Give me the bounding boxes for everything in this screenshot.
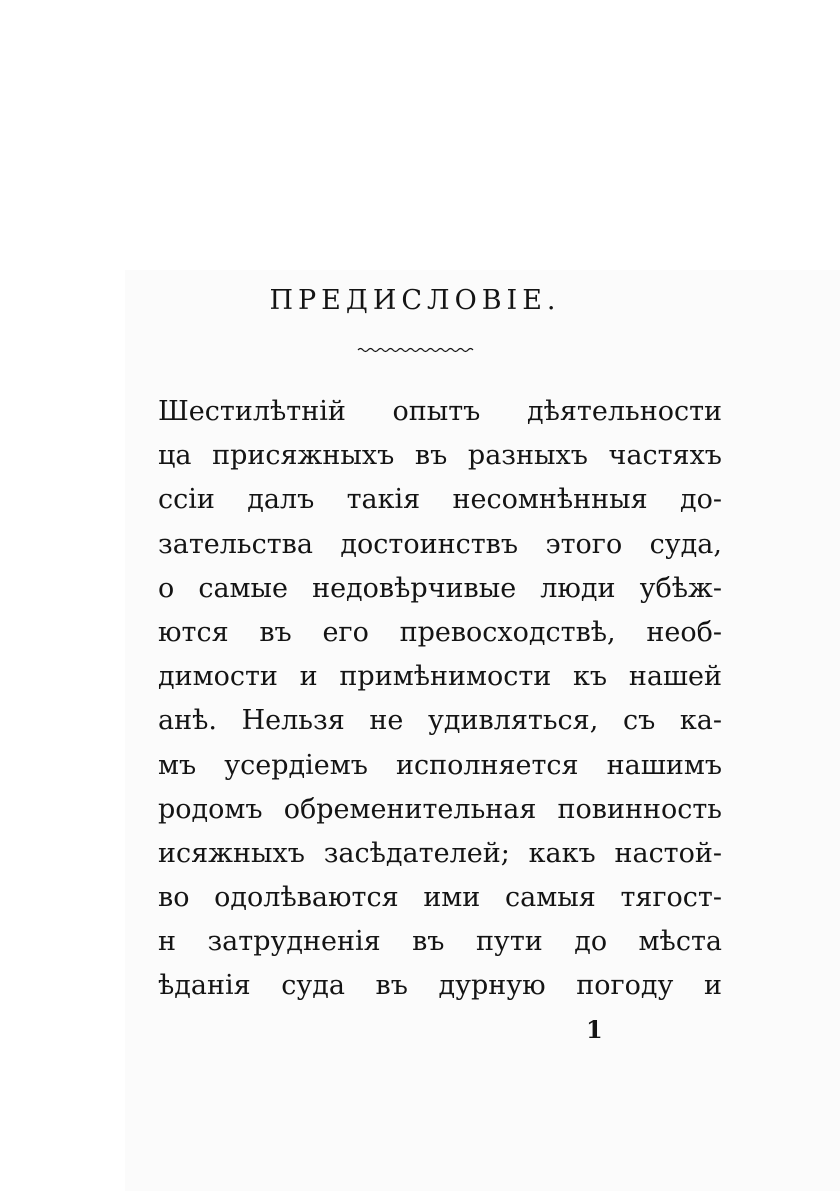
text-line: зательства достоинствъ этого суда, (158, 528, 722, 560)
text-line: димости и примѣнимости къ нашей (158, 661, 722, 693)
text-line: н затрудненія въ пути до мѣста (158, 926, 722, 958)
text-line: ссіи далъ такія несомнѣнныя до- (158, 484, 722, 516)
text-line: родомъ обременительная повинность (158, 793, 722, 825)
page-number: 1 (586, 1015, 603, 1044)
text-line: о самые недовѣрчивые люди убѣж- (158, 572, 722, 604)
text-line: мъ усердіемъ исполняется нашимъ (158, 749, 722, 781)
ornamental-wavy-rule (356, 345, 474, 355)
text-line: анѣ. Нельзя не удивляться, съ ка- (158, 705, 722, 737)
text-line: ца присяжныхъ въ разныхъ частяхъ (158, 440, 722, 472)
text-line: ются въ его превосходствѣ, необ- (158, 616, 722, 648)
text-line: Шестилѣтній опытъ дѣятельности (158, 396, 722, 427)
text-line: исяжныхъ засѣдателей; какъ настой- (158, 837, 722, 869)
text-line: ѣданія суда въ дурную погоду и (158, 970, 722, 1002)
text-line: во одолѣваются ими самыя тягост- (158, 882, 722, 914)
page-title: ПРЕДИСЛОВІЕ. (269, 285, 561, 316)
body-text (158, 390, 722, 1009)
